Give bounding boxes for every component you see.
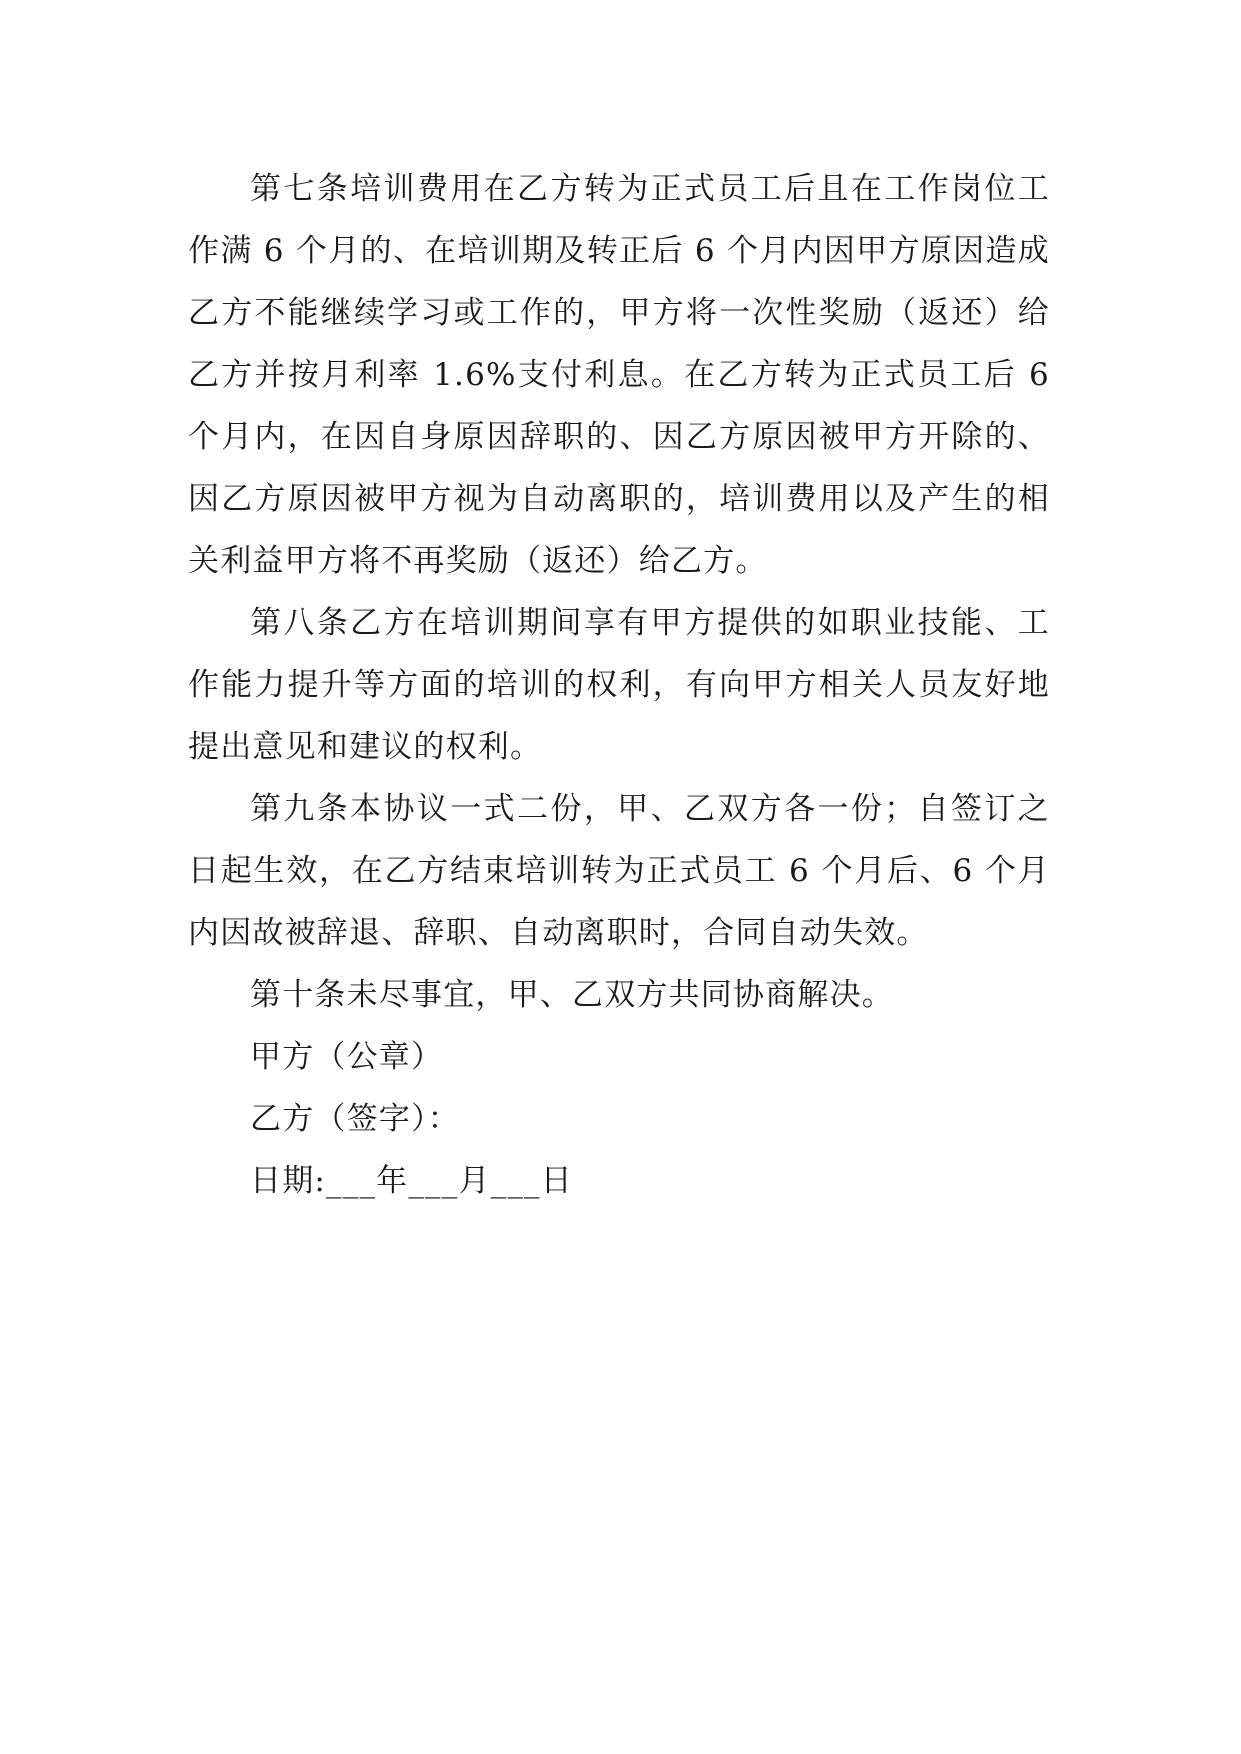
party-a-seal-line: 甲方（公章） bbox=[250, 1039, 444, 1075]
document-body bbox=[188, 158, 1050, 1212]
article-10-paragraph: 第十条未尽事宜，甲、乙双方共同协商解决。 bbox=[250, 977, 894, 1013]
article-9-paragraph: 第九条本协议一式二份，甲、乙双方各一份；自签订之日起生效，在乙方结束培训转为正式员工 6 个月后、6 个月内因故被辞退、辞职、自动离职时，合同自动失效。 bbox=[188, 791, 1050, 951]
article-7-paragraph: 第七条培训费用在乙方转为正式员工后且在工作岗位工作满 6 个月的、在培训期及转正后 6 个月内因甲方原因造成乙方不能继续学习或工作的，甲方将一次性奖励（返还）给乙方并按月利率 1.6%支付利息。在乙方转为正式员工后 6 个月内，在因自身原因辞职的、因乙方原因被甲方开除的、因乙方原因被甲方视为自动离职的，培训费用以及产生的相关利益甲方将不再奖励（返还）给乙方。 bbox=[188, 171, 1050, 579]
article-8-paragraph: 第八条乙方在培训期间享有甲方提供的如职业技能、工作能力提升等方面的培训的权利，有向甲方相关人员友好地提出意见和建议的权利。 bbox=[188, 605, 1050, 765]
date-line: 日期:___年___月___日 bbox=[250, 1163, 573, 1199]
party-b-signature-line: 乙方（签字）： bbox=[250, 1101, 460, 1137]
